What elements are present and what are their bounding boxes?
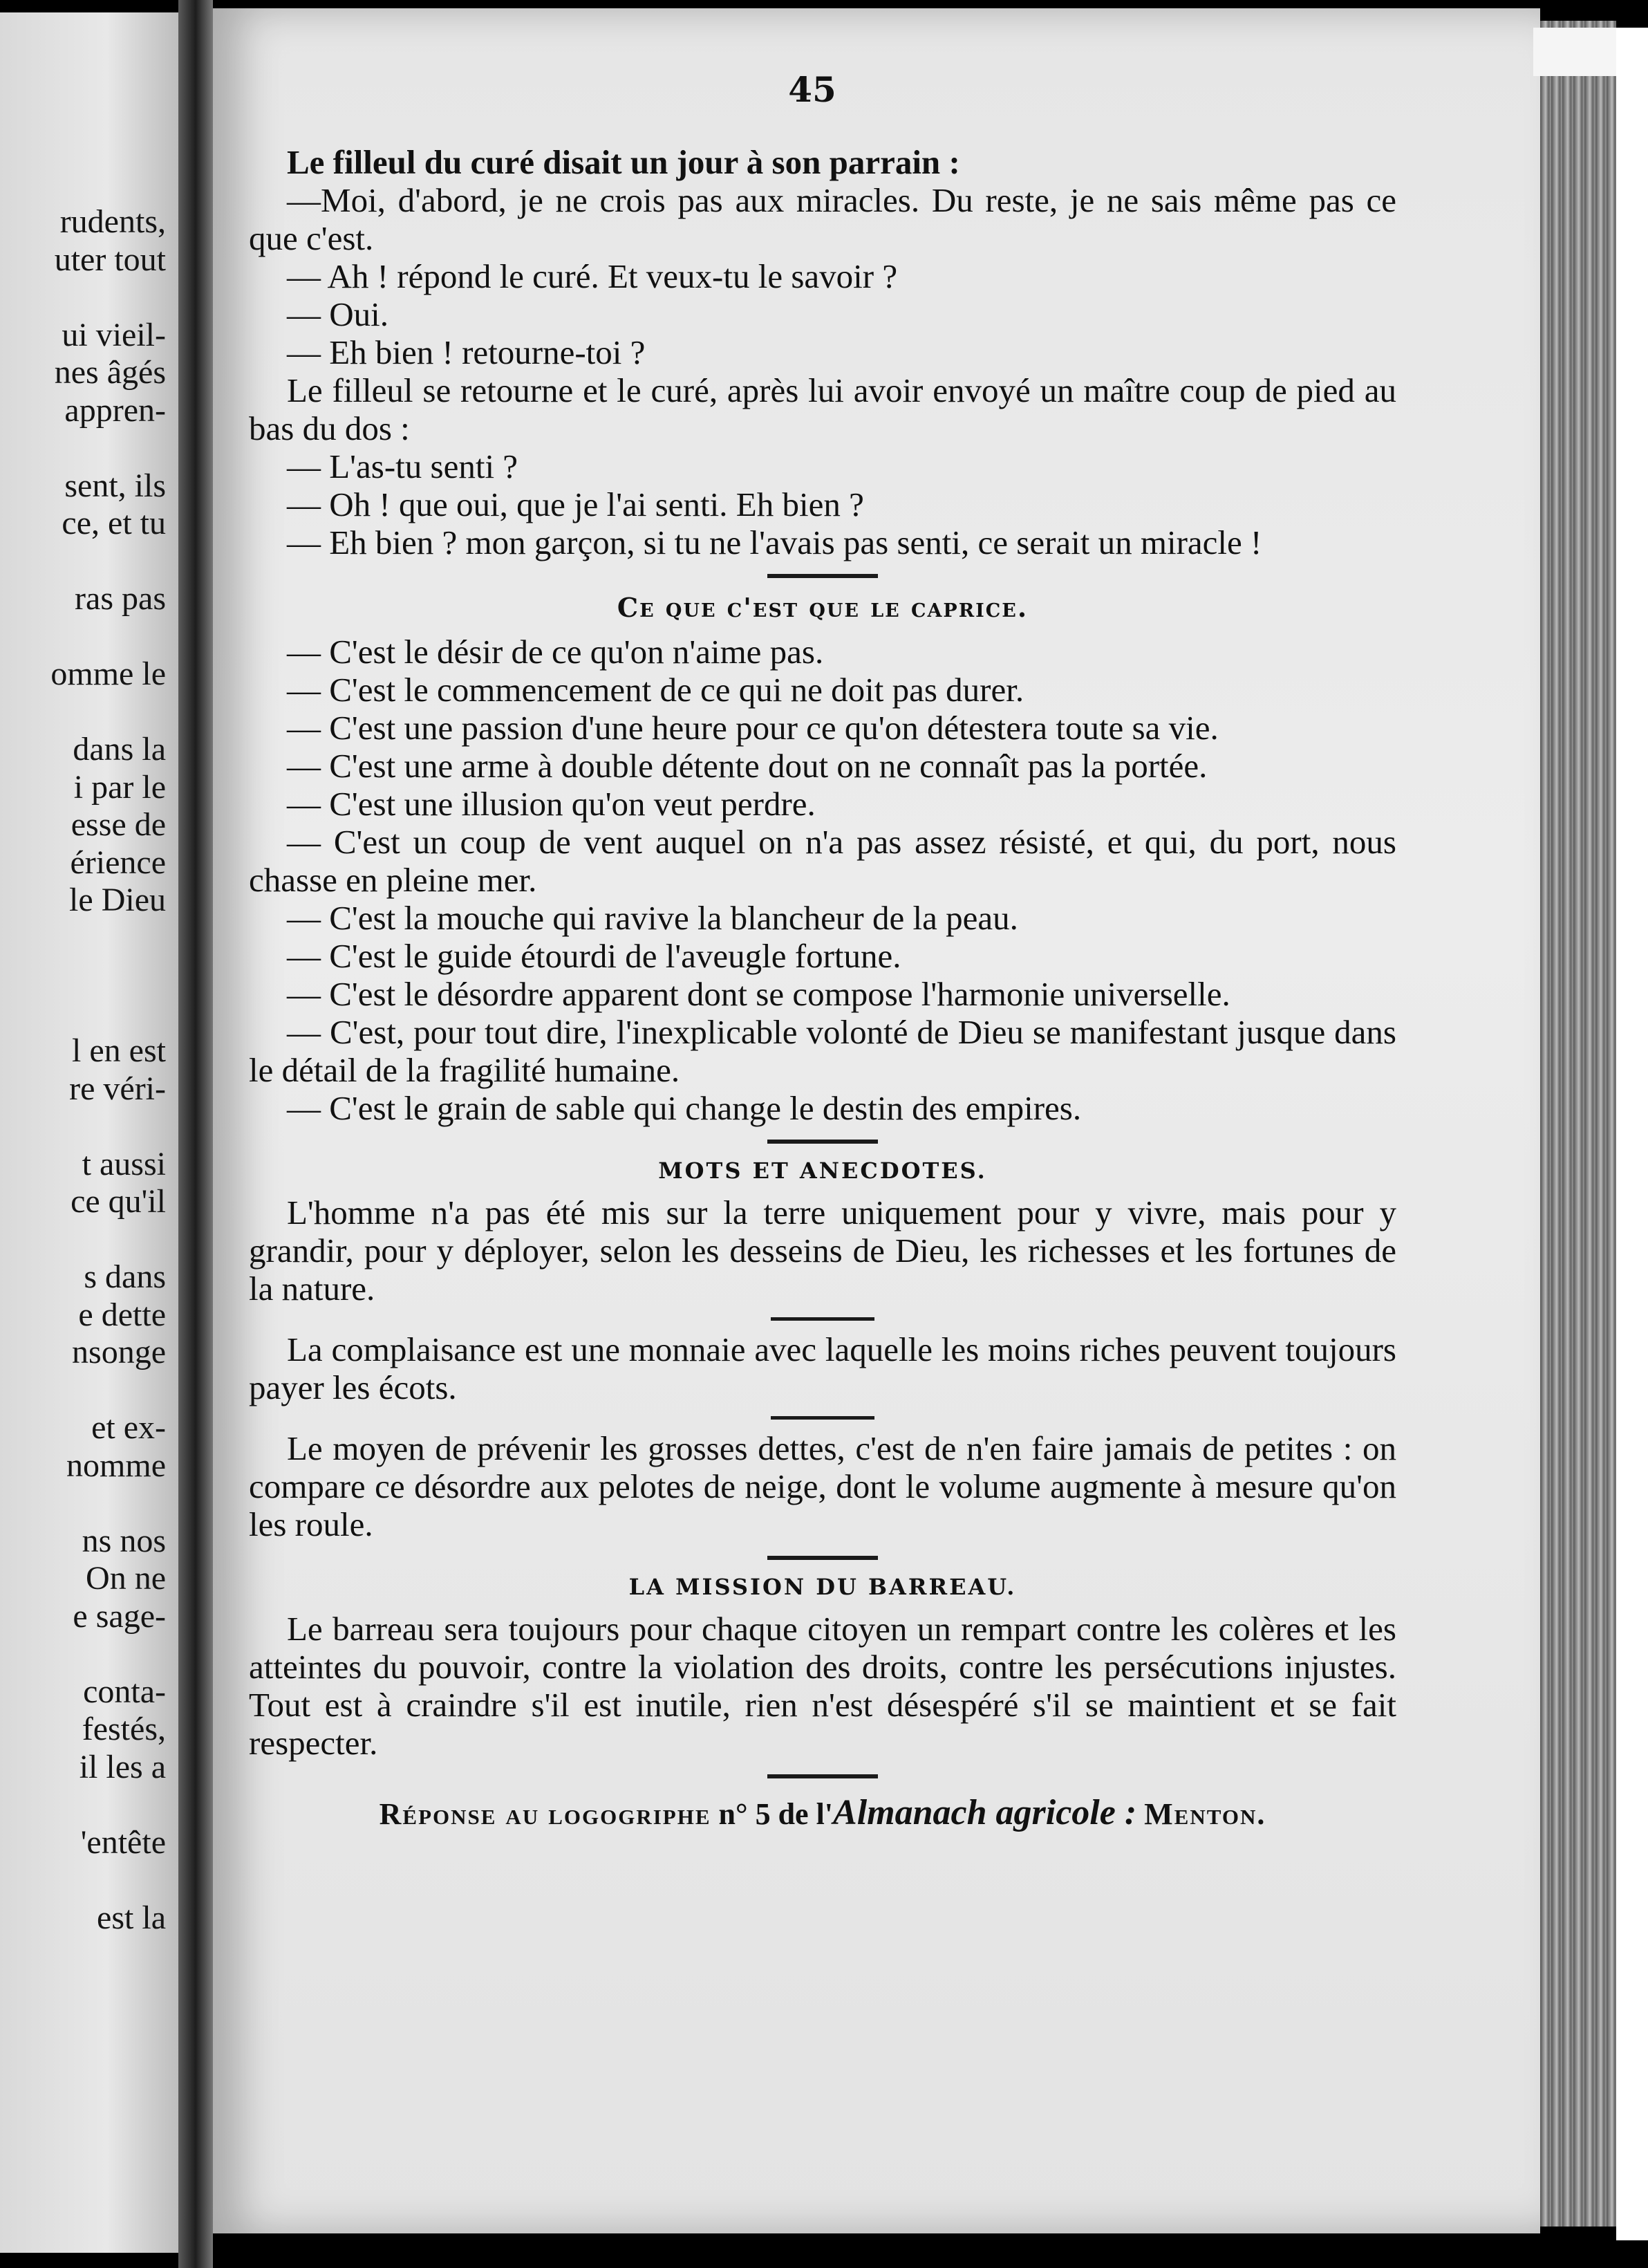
left-page-line: et ex-	[91, 1409, 166, 1446]
mots-heading: MOTS ET ANECDOTES.	[658, 1158, 987, 1184]
anecdote-line: — Eh bien ! retourne-toi ?	[287, 333, 646, 371]
left-page-line: esse de	[71, 806, 166, 843]
barreau-heading: LA MISSION DU BARREAU.	[628, 1574, 1017, 1600]
caprice-line: — C'est la mouche qui ravive la blancheur de la peau.	[287, 899, 1018, 937]
left-page-line: s dans	[84, 1258, 166, 1295]
page-edge-highlight	[1533, 28, 1616, 76]
logogriphe-answer	[249, 1792, 1396, 1833]
left-page-line: érience	[70, 844, 166, 881]
left-page-line: nes âgés	[54, 354, 166, 391]
caprice-line: — C'est une arme à double détente dout on ne connaît pas la portée.	[287, 747, 1208, 785]
left-page-line: e sage-	[73, 1597, 166, 1635]
caprice-line: — C'est le guide étourdi de l'aveugle fortune.	[287, 937, 901, 975]
left-page-line: appren-	[64, 391, 166, 429]
left-page-line: uter tout	[54, 241, 166, 278]
mots-paragraph-1: L'homme n'a pas été mis sur la terre uniquement pour y vivre, mais pour y grandir, pour y déployer, selon les desseins de Dieu, les richesses et les fortunes de la nature.	[249, 1193, 1396, 1308]
left-page-line: ce qu'il	[71, 1183, 166, 1220]
barreau-paragraph: Le barreau sera toujours pour chaque citoyen un rempart contre les colères et les atteintes du pouvoir, contre la violation des droits, contre les persécutions injustes. Tout est à craindre s'il est inutile, rien n'est désespéré s'il se maintient et se fait respecter.	[249, 1610, 1396, 1762]
anecdote-line: Le filleul du curé disait un jour à son parrain :	[287, 143, 960, 181]
left-page-line: ras pas	[75, 580, 166, 617]
page-number: 45	[788, 69, 836, 110]
caprice-line: — C'est une passion d'une heure pour ce qu'on détestera toute sa vie.	[287, 709, 1219, 747]
left-page-line: ui vieil-	[62, 316, 166, 353]
answer-label: Réponse au logogriphe	[379, 1797, 711, 1831]
section-divider	[771, 1416, 874, 1420]
mots-paragraph-3: Le moyen de prévenir les grosses dettes, c'est de n'en faire jamais de petites : on compare ce désordre aux pelotes de neige, dont le volume augmente à mesure qu'on les roule.	[249, 1429, 1396, 1543]
left-page-line: sent, ils	[64, 467, 166, 504]
answer-number: n° 5 de l'	[718, 1797, 834, 1831]
caprice-line: — C'est le grain de sable qui change le destin des empires.	[287, 1089, 1082, 1127]
caprice-line: — C'est le désir de ce qu'on n'aime pas.	[287, 633, 824, 671]
book-gutter	[178, 0, 213, 2268]
section-divider	[767, 1556, 878, 1560]
left-page-line: nsonge	[72, 1334, 166, 1370]
anecdote-miracle	[249, 143, 1396, 561]
answer-word: Menton.	[1144, 1797, 1266, 1831]
left-page-line: e dette	[78, 1296, 166, 1333]
left-page-line: ns nos	[82, 1522, 166, 1559]
caprice-heading: Ce que c'est que le caprice.	[617, 592, 1029, 623]
anecdote-line: — Eh bien ? mon garçon, si tu ne l'avais pas senti, ce serait un miracle !	[287, 523, 1262, 561]
anecdote-line: —Moi, d'abord, je ne crois pas aux miracles. Du reste, je ne sais même pas ce que c'est.	[249, 181, 1396, 257]
section-divider	[771, 1317, 874, 1321]
left-page-line: re véri-	[69, 1070, 166, 1107]
section-divider	[767, 1774, 878, 1778]
anecdote-line: Le filleul se retourne et le curé, après lui avoir envoyé un maître coup de pied au bas du dos :	[249, 371, 1396, 447]
caprice-line: — C'est une illusion qu'on veut perdre.	[287, 785, 816, 823]
caprice-line: — C'est le désordre apparent dont se compose l'harmonie universelle.	[287, 975, 1230, 1013]
left-page-line: 'entête	[80, 1823, 166, 1861]
caprice-line: — C'est un coup de vent auquel on n'a pas assez résisté, et qui, du port, nous chasse en pleine mer.	[249, 823, 1396, 899]
mots-paragraph-2: La complaisance est une monnaie avec laquelle les moins riches peuvent toujours payer les écots.	[249, 1330, 1396, 1406]
left-page-line: festés,	[82, 1711, 166, 1747]
caprice-line: — C'est, pour tout dire, l'inexplicable volonté de Dieu se manifestant jusque dans le détail de la fragilité humaine.	[249, 1013, 1396, 1089]
left-page-line: l en est	[72, 1032, 166, 1069]
anecdote-line: — Ah ! répond le curé. Et veux-tu le savoir ?	[287, 257, 898, 295]
almanach-title: Almanach agricole :	[833, 1793, 1137, 1832]
left-page-line: i par le	[73, 768, 166, 806]
section-divider	[767, 574, 878, 578]
caprice-definitions	[249, 633, 1396, 1127]
left-page-line: t aussi	[82, 1145, 166, 1182]
left-page-line: omme le	[50, 656, 166, 692]
caprice-line: — C'est le commencement de ce qui ne doit pas durer.	[287, 671, 1024, 709]
left-facing-page	[0, 12, 178, 2253]
left-page-line: nomme	[66, 1447, 166, 1484]
left-page-line: dans la	[73, 731, 166, 768]
anecdote-line: — Oh ! que oui, que je l'ai senti. Eh bien ?	[287, 485, 864, 523]
anecdote-line: — Oui.	[287, 295, 388, 333]
left-page-line: ce, et tu	[62, 505, 166, 541]
section-divider	[767, 1140, 878, 1144]
left-page-line: conta-	[83, 1673, 166, 1710]
left-page-line: est la	[97, 1899, 166, 1936]
left-page-line: il les a	[79, 1748, 166, 1785]
page-edges	[1540, 21, 1616, 2227]
scan-border	[1616, 28, 1648, 2240]
left-page-line: le Dieu	[69, 882, 166, 918]
left-page-line: rudents,	[59, 203, 166, 240]
anecdote-line: — L'as-tu senti ?	[287, 447, 518, 485]
left-page-line: On ne	[86, 1560, 166, 1597]
page-content	[249, 69, 1396, 1833]
